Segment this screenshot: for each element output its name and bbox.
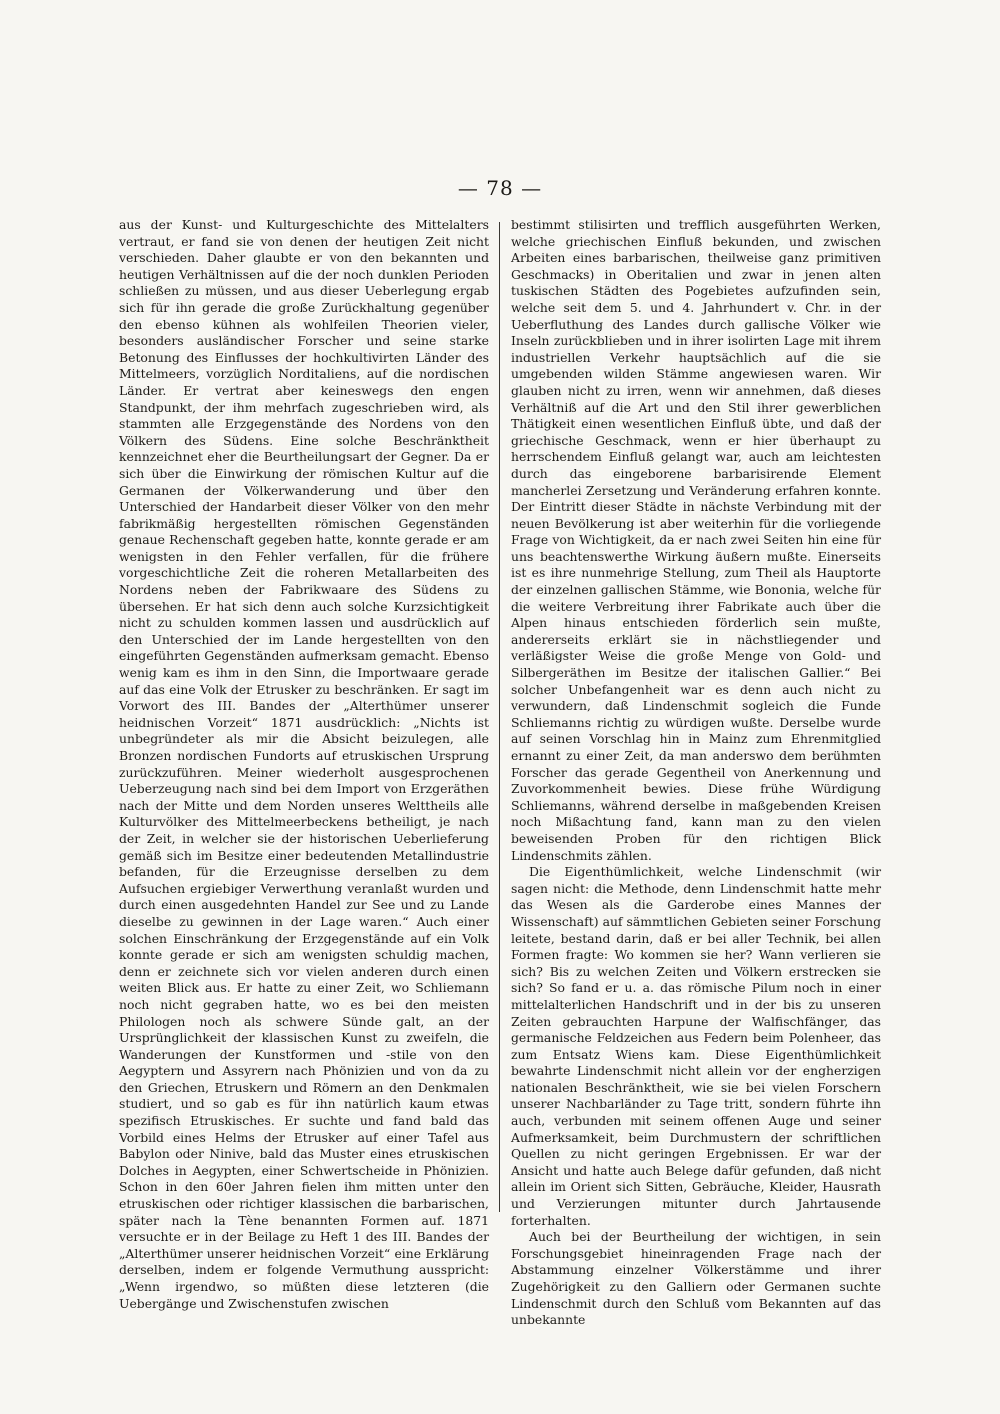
right-paragraph-3: Auch bei der Beurtheilung der wichtigen, in sein Forschungsgebiet hineinragenden Frage nach der Abstammung einzelner Völkerstämme und ihrer Zugehörigkeit zu den Galliern oder Germanen suchte Lindenschmit durch den Schluß vom Bekannten auf das unbekannte [511, 1229, 881, 1328]
right-paragraph-2: Die Eigenthümlichkeit, welche Lindenschmit (wir sagen nicht: die Methode, denn Lindenschmit hatte mehr das Wesen als die Garderobe eines Mannes der Wissenschaft) auf sämmtlichen Gebieten seiner Forschung leitete, bestand darin, daß er bei aller Technik, bei allen Formen fragte: Wo kommen sie her? Wann verlieren sie sich? Bis zu welchen Zeiten und Völkern erstrecken sie sich? So fand er u. a. das römische Pilum noch in einer mittelalterlichen Handschrift und in der bis zu unseren Zeiten gebrauchten Harpune der Walfischfänger, das germanische Feldzeichen aus Federn beim Polenheer, das zum Entsatz Wiens kam. Diese Eigenthümlichkeit bewahrte Lindenschmit nicht allein vor der engherzigen nationalen Beschränktheit, wie sie bei vielen Forschern unserer Nachbarländer zu Tage tritt, sondern führte ihn auch, verbunden mit seinem offenen Auge und seiner Aufmerksamkeit, beim Durchmustern der schriftlichen Quellen zu nicht geringen Ergebnissen. Er war der Ansicht und hatte auch Belege dafür gefunden, daß nicht allein im Orient sich Sitten, Gebräuche, Kleider, Hausrath und Verzierungen mitunter durch Jahrtausende forterhalten. [511, 864, 881, 1228]
left-column [119, 217, 489, 1312]
left-paragraph-1: aus der Kunst- und Kulturgeschichte des Mittelalters vertraut, er fand sie von denen der heutigen Zeit nicht verschieden. Daher glaubte er von den bekannten und heutigen Verhältnissen auf die der noch dunklen Perioden schließen zu müssen, und aus dieser Ueberlegung ergab sich für ihn gerade die große Zurückhaltung gegenüber den ebenso kühnen als wohlfeilen Theorien vieler, besonders ausländischer Forscher und seine starke Betonung des Einflusses der hochkultivirten Länder des Mittelmeers, vorzüglich Norditaliens, auf die nordischen Länder. Er vertrat aber keineswegs den engen Standpunkt, der ihm mehrfach zugeschrieben wird, als stammten alle Erzgegenstände des Nordens von den Völkern des Südens. Eine solche Beschränktheit kennzeichnet eher die Beurtheilungsart der Gegner. Da er sich über die Einwirkung der römischen Kultur auf die Germanen der Völkerwanderung und über den Unterschied der Handarbeit dieser Völker von den mehr fabrikmäßig hergestellten römischen Gegenständen genaue Rechenschaft gegeben hatte, konnte gerade er am wenigsten in den Fehler verfallen, für die frühere vorgeschichtliche Zeit die roheren Metallarbeiten des Nordens neben der Fabrikwaare des Südens zu übersehen. Er hat sich denn auch solche Kurzsichtigkeit nicht zu schulden kommen lassen und ausdrücklich auf den Unterschied der im Lande hergestellten von den eingeführten Gegenständen aufmerksam gemacht. Ebenso wenig kam es ihm in den Sinn, die Importwaare gerade auf das eine Volk der Etrusker zu beschränken. Er sagt im Vorwort des III. Bandes der „Alterthümer unserer heidnischen Vorzeit“ 1871 ausdrücklich: „Nichts ist unbegründeter als mir die Absicht beizulegen, alle Bronzen nordischen Fundorts auf etruskischen Ursprung zurückzuführen. Meiner wiederholt ausgesprochenen Ueberzeugung nach sind bei dem Import von Erzgeräthen nach der Mitte und dem Norden unseres Welttheils alle Kulturvölker des Mittelmeerbeckens betheiligt, je nach der Zeit, in welcher sie der historischen Ueberlieferung gemäß sich im Besitze einer bedeutenden Metallindustrie befanden, für die Erzeugnisse derselben zu dem Aufsuchen ergiebiger Verwerthung veranlaßt wurden und durch einen ausgedehnten Handel zur See und zu Lande dieselbe zu gewinnen in der Lage waren.“ Auch einer solchen Einschränkung der Erzgegenstände auf ein Volk konnte gerade er sich am wenigsten schuldig machen, denn er zeichnete sich vor vielen anderen durch einen weiten Blick aus. Er hatte zu einer Zeit, wo Schliemann noch nicht gegraben hatte, wo es bei den meisten Philologen noch als schwere Sünde galt, an der Ursprünglichkeit der klassischen Kunst zu zweifeln, die Wanderungen der Kunstformen und -stile von den Aegyptern und Assyrern nach Phönizien und von da zu den Griechen, Etruskern und Römern an den Denkmalen studiert, und so gab es für ihn natürlich kaum etwas spezifisch Etruskisches. Er suchte und fand bald das Vorbild eines Helms der Etrusker auf einer Tafel aus Babylon oder Ninive, bald das Muster eines etruskischen Dolches in Aegypten, einer Schwertscheide in Phönizien. Schon in den 60er Jahren fielen ihm mitten unter den etruskischen oder richtiger klassischen die barbarischen, später nach la Tène benannten Formen auf. 1871 versuchte er in der Beilage zu Heft 1 des III. Bandes der „Alterthümer unserer heidnischen Vorzeit“ eine Erklärung derselben, indem er folgende Vermuthung ausspricht: „Wenn irgendwo, so müßten diese letzteren (die Uebergänge und Zwischenstufen zwischen [119, 217, 489, 1311]
right-column [511, 217, 881, 1329]
page-number: — 78 — [457, 176, 543, 200]
column-divider [499, 222, 500, 1212]
right-paragraph-1: bestimmt stilisirten und trefflich ausgeführten Werken, welche griechischen Einfluß bekunden, und zwischen Arbeiten eines barbarischen, theilweise ganz primitiven Geschmacks) in Oberitalien und zwar in jenen alten tuskischen Städten des Pogebietes aufzufinden sein, welche seit dem 5. und 4. Jahrhundert v. Chr. in der Ueberfluthung des Landes durch gallische Völker wie Inseln zurückblieben und in ihrer isolirten Lage mit ihrem industriellen Verkehr hauptsächlich auf die sie umgebenden wilden Stämme angewiesen waren. Wir glauben nicht zu irren, wenn wir annehmen, daß dieses Verhältniß auf die Art und den Stil ihrer gewerblichen Thätigkeit einen wesentlichen Einfluß übte, und daß der griechische Geschmack, wenn er hier überhaupt zu herrschendem Einfluß gelangt war, auch am leichtesten durch das eingeborene barbarisirende Element mancherlei Zersetzung und Veränderung erfahren konnte. Der Eintritt dieser Städte in nächste Verbindung mit der neuen Bevölkerung ist aber weiterhin für die vorliegende Frage von Wichtigkeit, da er nach zwei Seiten hin eine für uns beachtenswerthe Wirkung äußern mußte. Einerseits ist es ihre nunmehrige Stellung, zum Theil als Hauptorte der einzelnen gallischen Stämme, wie Bononia, welche für die weitere Verbreitung ihrer Fabrikate auch über die Alpen hinaus entschieden förderlich sein mußte, andererseits erklärt sie in nächstliegender und verläßigster Weise die große Menge von Gold- und Silbergeräthen im Besitze der italischen Gallier.“ Bei solcher Unbefangenheit war es denn auch nicht zu verwundern, daß Lindenschmit sogleich die Funde Schliemanns richtig zu würdigen wußte. Derselbe wurde auf seinen Vorschlag hin in Mainz zum Ehrenmitglied ernannt zu einer Zeit, da man anderswo dem berühmten Forscher das gerade Gegentheil von Anerkennung und Zuvorkommenheit bewies. Diese frühe Würdigung Schliemanns, während derselbe in maßgebenden Kreisen noch Mißachtung fand, kann man zu den vielen beweisenden Proben für den richtigen Blick Lindenschmits zählen. [511, 217, 881, 863]
